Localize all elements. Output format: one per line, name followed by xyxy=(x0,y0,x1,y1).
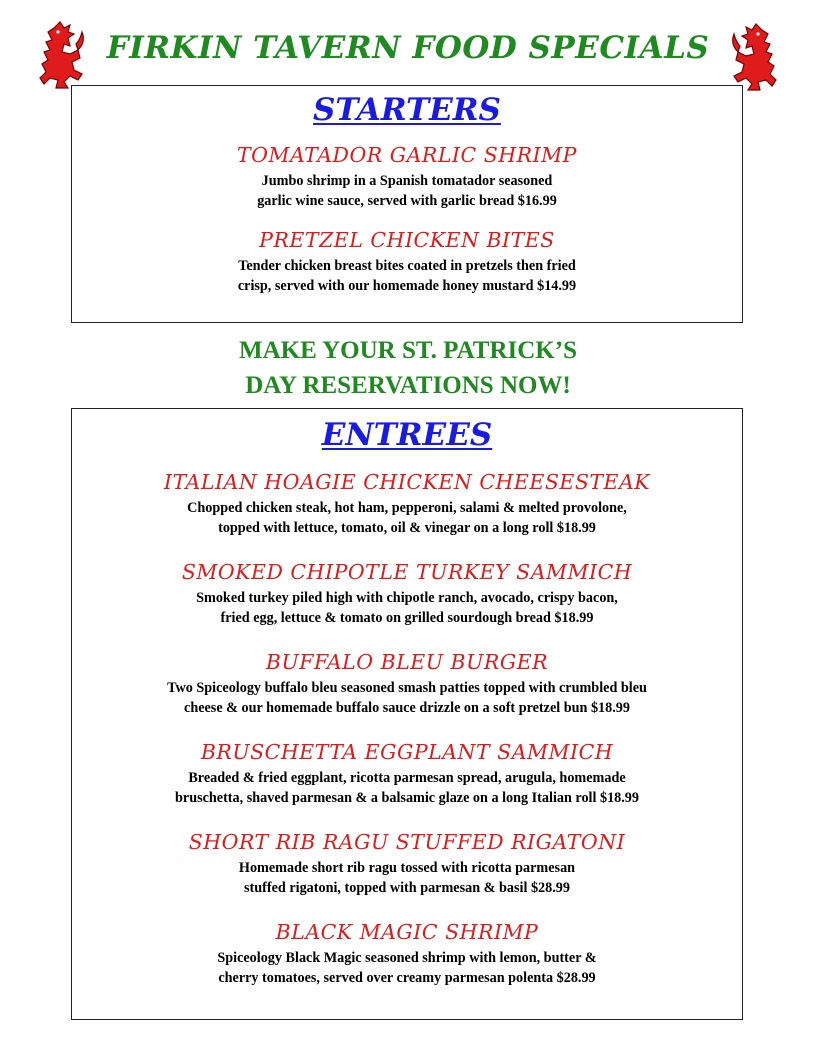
item-name: ITALIAN HOAGIE CHICKEN CHEESESTEAK xyxy=(163,470,651,494)
item-description-line: fried egg, lettuce & tomato on grilled sourdough bread $18.99 xyxy=(220,610,594,626)
item-description xyxy=(72,588,742,628)
item-description-line: Two Spiceology buffalo bleu seasoned smash patties topped with crumbled bleu xyxy=(167,680,647,696)
item-name: SMOKED CHIPOTLE TURKEY SAMMICH xyxy=(181,560,633,584)
item-description-line: Breaded & fried eggplant, ricotta parmesan spread, arugula, homemade xyxy=(188,770,626,786)
item-description-line: Homemade short rib ragu tossed with ricotta parmesan xyxy=(238,860,576,876)
item-description xyxy=(72,256,742,296)
item-description-line: cheese & our homemade buffalo sauce drizzle on a soft pretzel bun $18.99 xyxy=(184,700,630,716)
item-description-line: Tender chicken breast bites coated in pretzels then fried xyxy=(238,258,576,274)
promo-line: MAKE YOUR ST. PATRICK’S xyxy=(239,337,577,364)
item-description xyxy=(72,768,742,808)
item-description-line: cherry tomatoes, served over creamy parmesan polenta $28.99 xyxy=(218,970,596,986)
menu-item xyxy=(72,227,742,296)
menu-item xyxy=(72,559,742,628)
item-name: BUFFALO BLEU BURGER xyxy=(265,650,549,674)
page-title: FIRKIN TAVERN FOOD SPECIALS xyxy=(106,30,710,66)
starters-heading: STARTERS xyxy=(313,92,501,128)
menu-item xyxy=(72,649,742,718)
entrees-section xyxy=(71,408,743,1020)
promo-line: DAY RESERVATIONS NOW! xyxy=(245,372,571,399)
item-description xyxy=(72,948,742,988)
entrees-heading: ENTREES xyxy=(321,417,493,453)
menu-item xyxy=(72,469,742,538)
item-name: SHORT RIB RAGU STUFFED RIGATONI xyxy=(188,830,626,854)
item-name: BLACK MAGIC SHRIMP xyxy=(275,920,539,944)
item-description xyxy=(72,171,742,211)
menu-item xyxy=(72,739,742,808)
item-description-line: Spiceology Black Magic seasoned shrimp with lemon, butter & xyxy=(217,950,597,966)
item-description xyxy=(72,858,742,898)
item-description-line: stuffed rigatoni, topped with parmesan & basil $28.99 xyxy=(244,880,570,896)
item-description-line: garlic wine sauce, served with garlic bread $16.99 xyxy=(257,193,557,209)
item-name: BRUSCHETTA EGGPLANT SAMMICH xyxy=(200,740,614,764)
item-description-line: crisp, served with our homemade honey mustard $14.99 xyxy=(237,278,577,294)
item-description-line: bruschetta, shaved parmesan & a balsamic glaze on a long Italian roll $18.99 xyxy=(175,790,639,806)
item-name: TOMATADOR GARLIC SHRIMP xyxy=(237,143,577,167)
item-description-line: Chopped chicken steak, hot ham, pepperoni, salami & melted provolone, xyxy=(187,500,627,516)
menu-item xyxy=(72,829,742,898)
menu-item xyxy=(72,919,742,988)
starters-section xyxy=(71,85,743,323)
item-name: PRETZEL CHICKEN BITES xyxy=(259,228,555,252)
reservation-promo xyxy=(0,333,816,403)
item-description-line: Smoked turkey piled high with chipotle ranch, avocado, crispy bacon, xyxy=(196,590,618,606)
item-description xyxy=(72,678,742,718)
menu-item xyxy=(72,142,742,211)
item-description xyxy=(72,498,742,538)
item-description-line: Jumbo shrimp in a Spanish tomatador seasoned xyxy=(261,173,553,189)
item-description-line: topped with lettuce, tomato, oil & vinegar on a long roll $18.99 xyxy=(218,520,596,536)
